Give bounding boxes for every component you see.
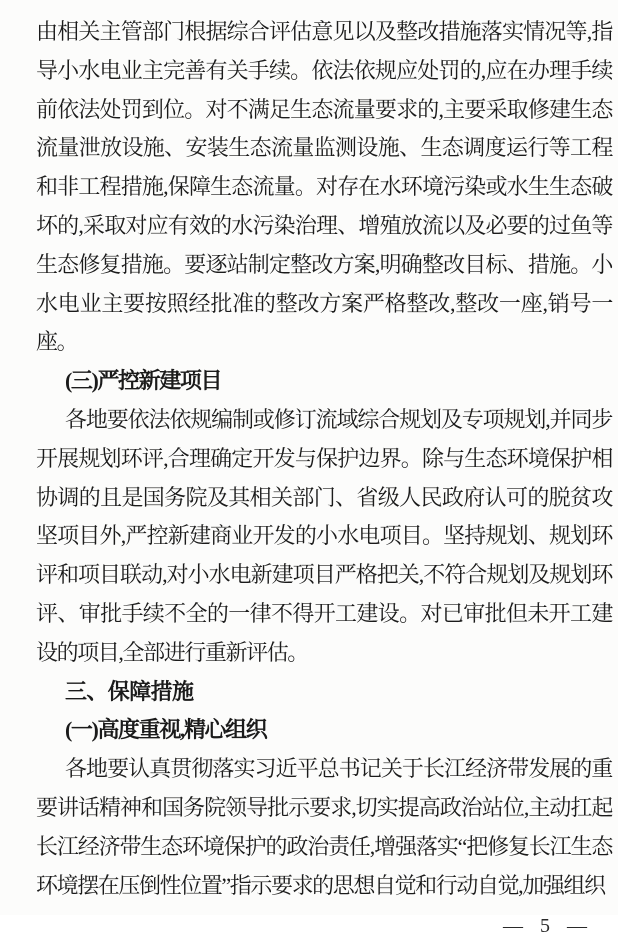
body-paragraph-new-projects: 各地要依法依规编制或修订流域综合规划及专项规划,并同步开展规划环评,合理确定开发与保护边界。除与生态环境保护相协调的且是国务院及其相关部门、省级人民政府认可的脱贫攻坚项目外,严控新建商业开发的小水电项目。坚持规划、规划环评和项目联动,对小水电新建项目严格把关,不符合规划及规划环评、审批手续不全的一律不得开工建设。对已审批但未开工建设的项目,全部进行重新评估。 — [36, 406, 612, 665]
document-body — [36, 13, 612, 905]
subheading-high-attention-careful-organization: (一)高度重视,精心组织 — [65, 717, 267, 743]
body-paragraph-rectification-continuation: 由相关主管部门根据综合评估意见以及整改措施落实情况等,指导小水电业主完善有关手续。依法依规应处罚的,应在办理手续前依法处罚到位。对不满足生态流量要求的,主要采取修建生态流量泄放设施、安装生态流量监测设施、生态调度运行等工程和非工程措施,保障生态流量。对存在水环境污染或水生生态破坏的,采取对应有效的水污染治理、增殖放流以及必要的过鱼等生态修复措施。要逐站制定整改方案,明确整改目标、措施。小水电业主要按照经批准的整改方案严格整改,整改一座,销号一座。 — [36, 19, 612, 355]
page-number: — 5 — — [503, 915, 588, 938]
body-paragraph-implementation: 各地要认真贯彻落实习近平总书记关于长江经济带发展的重要讲话精神和国务院领导批示要求,切实提高政治站位,主动扛起长江经济带生态环境保护的政治责任,增强落实“把修复长江生态环境摆在压倒性位置”指示要求的思想自觉和行动自觉,加强组织 — [36, 756, 612, 898]
subheading-strict-control-new-projects: (三)严控新建项目 — [65, 368, 222, 394]
section-heading-safeguard-measures: 三、保障措施 — [65, 678, 194, 704]
